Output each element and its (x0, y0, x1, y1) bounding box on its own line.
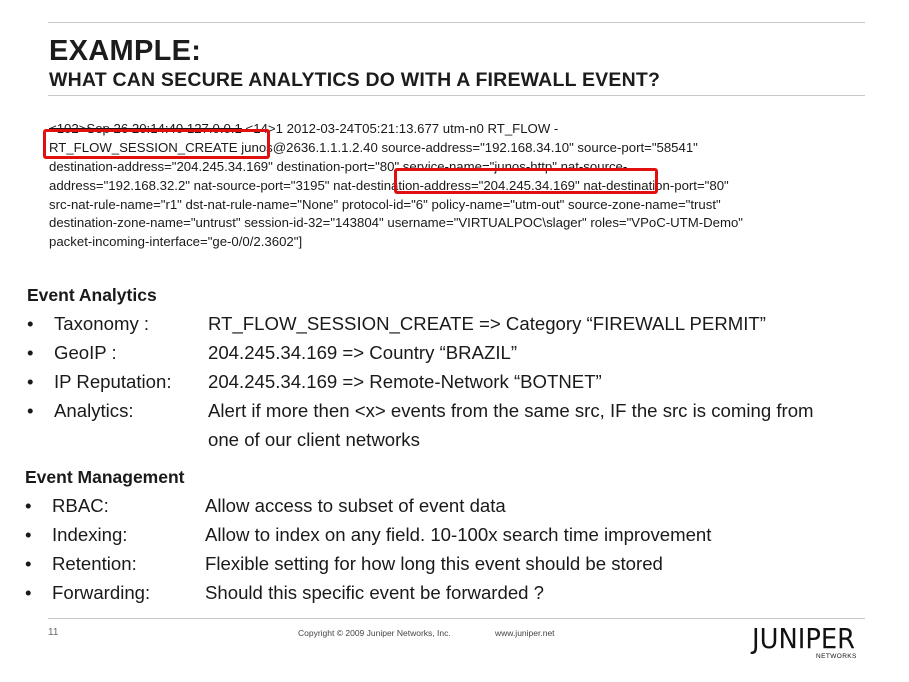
bullet: • (25, 553, 32, 574)
bullet: • (27, 313, 34, 334)
item-label: GeoIP : (54, 342, 117, 363)
bullet: • (25, 495, 32, 516)
juniper-logo (752, 622, 864, 660)
logo-wordmark: JUNIPER (752, 622, 856, 655)
list-item (27, 399, 887, 452)
footer-rule (48, 618, 865, 619)
item-label: Taxonomy : (54, 313, 150, 334)
log-line-text: <14>1 2012-03-24T05:21:13.677 utm-n0 RT_FLOW - (241, 121, 559, 136)
item-label: Analytics: (54, 400, 134, 421)
list-item (25, 581, 885, 605)
item-value: RT_FLOW_SESSION_CREATE => Category “FIREWALL PERMIT” (208, 313, 766, 334)
slide-subtitle: WHAT CAN SECURE ANALYTICS DO WITH A FIREWALL EVENT? (49, 69, 661, 91)
item-label: Indexing: (52, 524, 128, 545)
item-label: RBAC: (52, 495, 109, 516)
list-item (27, 370, 887, 394)
item-value: 204.245.34.169 => Remote-Network “BOTNET” (208, 371, 602, 392)
title-rule (48, 95, 865, 96)
list-item (27, 312, 887, 336)
list-item (25, 523, 885, 547)
log-line: packet-incoming-interface="ge-0/0/2.3602"] (49, 234, 303, 249)
bullet: • (27, 342, 34, 363)
log-line: src-nat-rule-name="r1" dst-nat-rule-name="None" protocol-id="6" policy-name="utm-out" source-zone-name="trust" (49, 197, 721, 212)
log-line: destination-zone-name="untrust" session-id-32="143804" username="VIRTUALPOC\slager" roles="VPoC-UTM-Demo" (49, 215, 743, 230)
log-line: RT_FLOW_SESSION_CREATE junos@2636.1.1.1.2.40 source-address="192.168.34.10" source-port="58541" (49, 140, 698, 155)
item-label: Forwarding: (52, 582, 151, 603)
event-management-heading: Event Management (25, 467, 185, 487)
list-item (27, 341, 887, 365)
bullet: • (27, 400, 34, 421)
item-value-continued: one of our client networks (208, 429, 420, 450)
bullet: • (25, 582, 32, 603)
bullet: • (25, 524, 32, 545)
item-value: Alert if more then <x> events from the same src, IF the src is coming from (208, 400, 814, 421)
slide-title: EXAMPLE: (49, 35, 202, 67)
copyright-text: Copyright © 2009 Juniper Networks, Inc. (298, 628, 451, 638)
highlight-session-create-box (43, 129, 270, 159)
bullet: • (27, 371, 34, 392)
log-line: destination-address="204.245.34.169" destination-port="80" service-name="junos-http" nat-source- (49, 159, 628, 174)
list-item (25, 552, 885, 576)
log-struck-prefix: <102>Sep 26 20:14:40 127.0.0.1 (49, 121, 242, 136)
event-analytics-heading: Event Analytics (27, 285, 157, 305)
item-value: Allow access to subset of event data (205, 495, 506, 516)
logo-subtext: NETWORKS (816, 653, 857, 660)
item-value: Should this specific event be forwarded ? (205, 582, 545, 603)
log-line: address="192.168.32.2" nat-source-port="3195" nat-destination-address="204.245.34.169" nat-destination-port="80" (49, 178, 729, 193)
highlight-nat-destination-box (394, 168, 658, 194)
item-value: Allow to index on any field. 10-100x search time improvement (205, 524, 712, 545)
item-value: 204.245.34.169 => Country “BRAZIL” (208, 342, 518, 363)
page-number: 11 (48, 627, 59, 638)
top-rule (48, 22, 865, 23)
item-value: Flexible setting for how long this event should be stored (205, 553, 663, 574)
item-label: IP Reputation: (54, 371, 172, 392)
website-link[interactable]: www.juniper.net (495, 628, 555, 638)
list-item (25, 494, 885, 518)
item-label: Retention: (52, 553, 137, 574)
